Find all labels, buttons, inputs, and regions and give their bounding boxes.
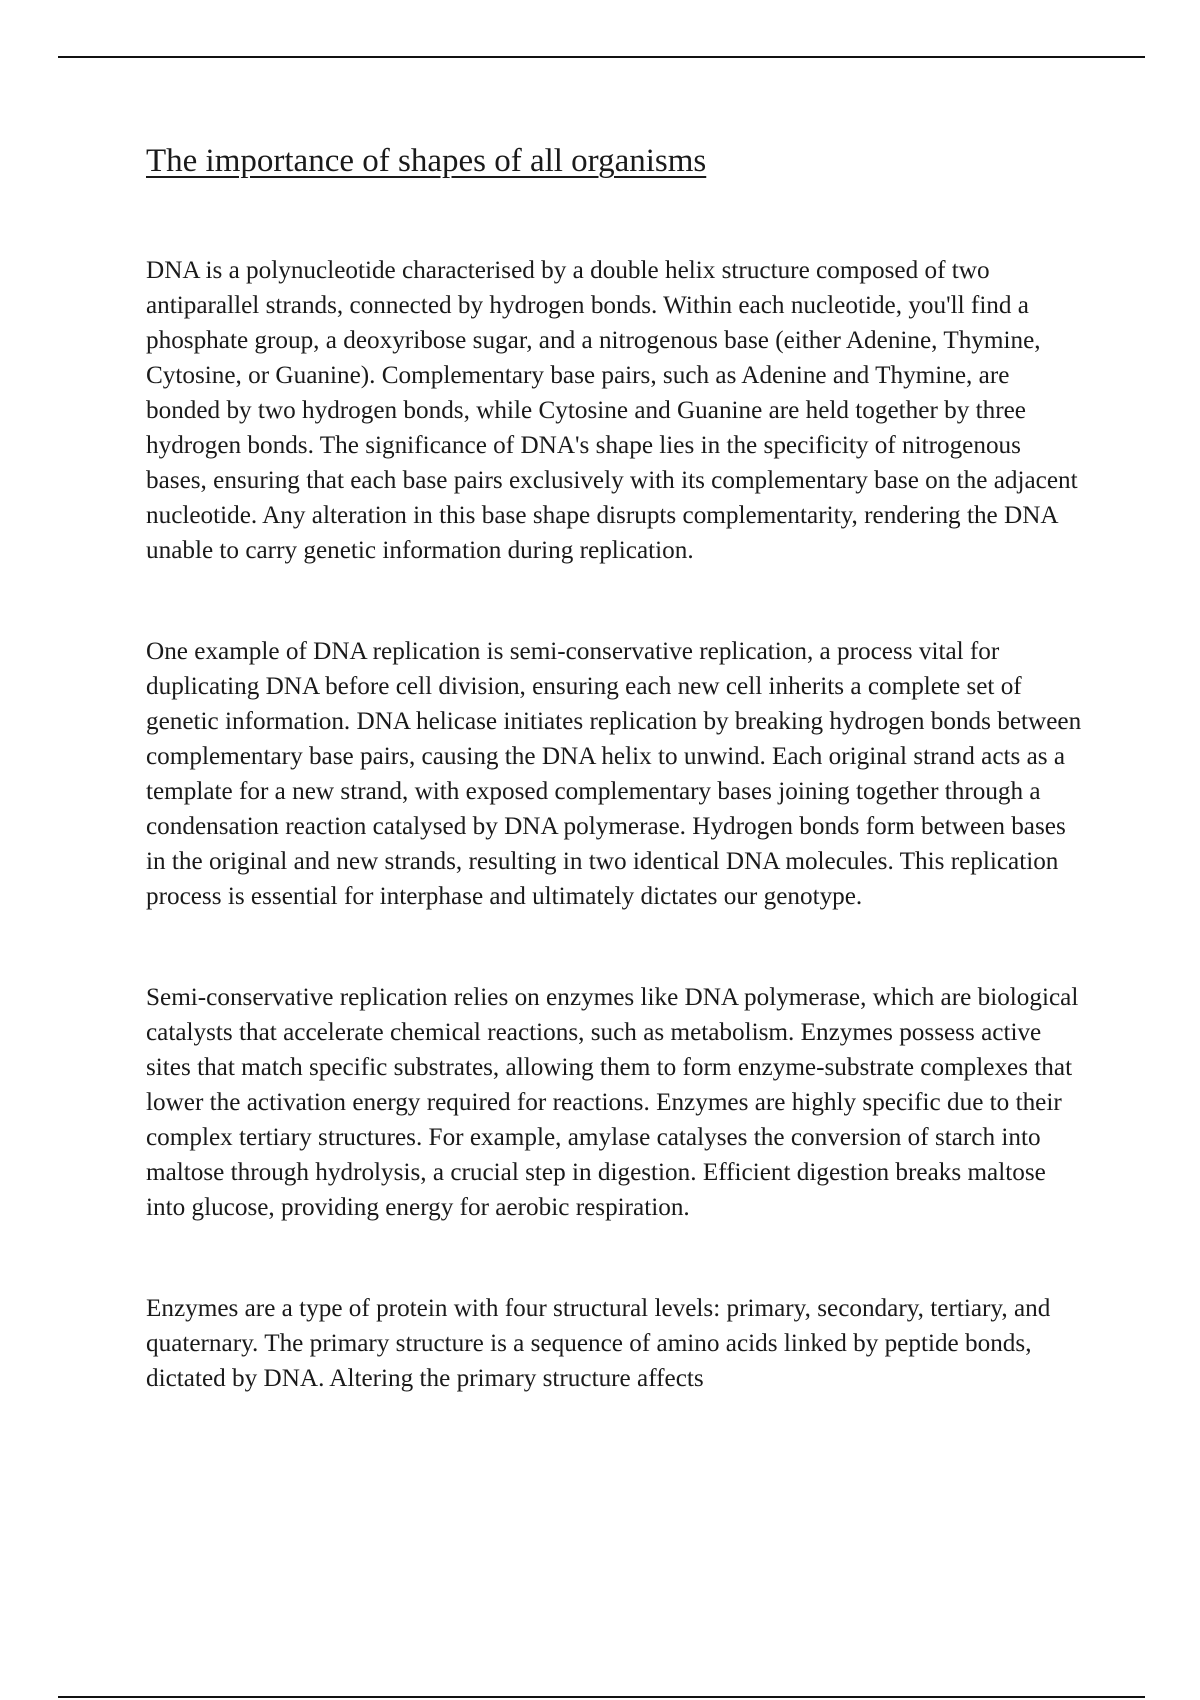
- bottom-rule: [58, 1696, 1145, 1698]
- paragraph-enzymes: Semi-conservative replication relies on enzymes like DNA polymerase, which are biological catalysts that accelerate chemical reactions, such as metabolism. Enzymes possess active sites that match specific substrates, allowing them to form enzyme-substrate complexes that lower the activation energy required for reactions. Enzymes are highly specific due to their complex tertiary structures. For example, amylase catalyses the conversion of starch into maltose through hydrolysis, a crucial step in digestion. Efficient digestion breaks maltose into glucose, providing energy for aerobic respiration.: [146, 983, 1079, 1221]
- paragraph-dna-replication: One example of DNA replication is semi-conservative replication, a process vital for duplicating DNA before cell division, ensuring each new cell inherits a complete set of genetic information. DNA helicase initiates replication by breaking hydrogen bonds between complementary base pairs, causing the DNA helix to unwind. Each original strand acts as a template for a new strand, with exposed complementary bases joining together through a condensation reaction catalysed by DNA polymerase. Hydrogen bonds form between bases in the original and new strands, resulting in two identical DNA molecules. This replication process is essential for interphase and ultimately dictates our genotype.: [146, 637, 1082, 910]
- top-rule: [58, 56, 1145, 58]
- paragraph-dna-structure: DNA is a polynucleotide characterised by a double helix structure composed of two antiparallel strands, connected by hydrogen bonds. Within each nucleotide, you'll find a phosphate group, a deoxyribose sugar, and a nitrogenous base (either Adenine, Thymine, Cytosine, or Guanine). Complementary base pairs, such as Adenine and Thymine, are bonded by two hydrogen bonds, while Cytosine and Guanine are held together by three hydrogen bonds. The significance of DNA's shape lies in the specificity of nitrogenous bases, ensuring that each base pairs exclusively with its complementary base on the adjacent nucleotide. Any alteration in this base shape disrupts complementarity, rendering the DNA unable to carry genetic information during replication.: [146, 256, 1078, 564]
- document-body: [146, 140, 1086, 1462]
- document-title: The importance of shapes of all organisms: [146, 143, 707, 179]
- paragraph-protein-structure: Enzymes are a type of protein with four structural levels: primary, secondary, tertiary, and quaternary. The primary structure is a sequence of amino acids linked by peptide bonds, dictated by DNA. Altering the primary structure affects: [146, 1294, 1051, 1392]
